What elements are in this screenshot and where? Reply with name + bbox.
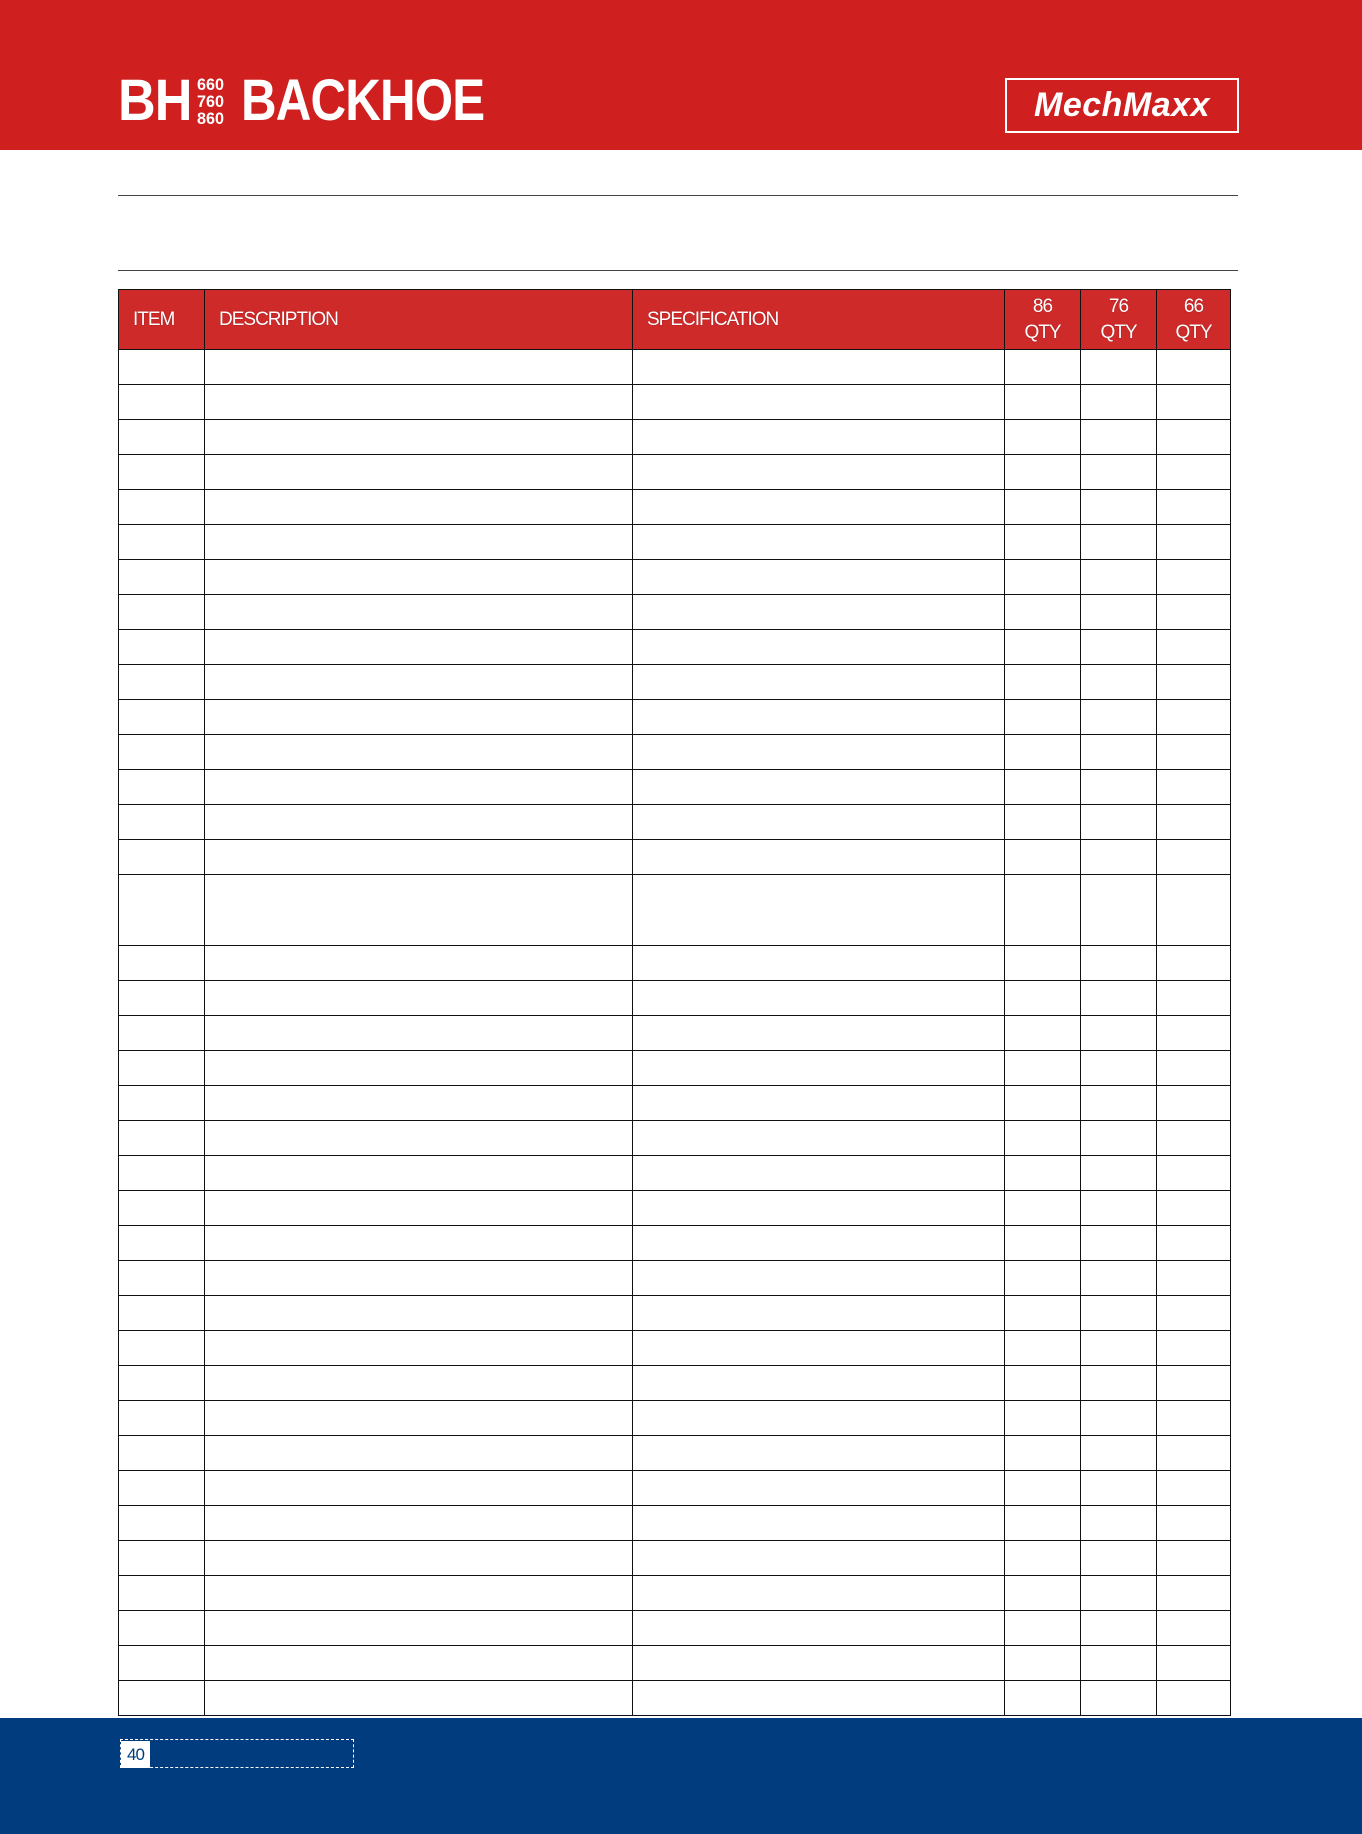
table-row [119,840,1231,875]
cell-specification [633,560,1005,595]
table-row [119,1156,1231,1191]
cell-qty-86 [1005,1121,1081,1156]
cell-qty-86 [1005,595,1081,630]
cell-specification [633,1436,1005,1471]
cell-specification [633,1296,1005,1331]
cell-qty-86 [1005,1226,1081,1261]
model-number: 860 [196,108,224,128]
divider-top [118,195,1238,196]
cell-item [119,700,205,735]
cell-qty-76 [1081,385,1157,420]
cell-specification [633,1541,1005,1576]
table-row [119,1261,1231,1296]
cell-specification [633,770,1005,805]
cell-qty-76 [1081,1506,1157,1541]
cell-qty-86 [1005,1051,1081,1086]
cell-qty-66 [1157,1366,1231,1401]
table-row [119,1121,1231,1156]
cell-qty-76 [1081,420,1157,455]
cell-qty-76 [1081,805,1157,840]
cell-item [119,1611,205,1646]
cell-qty-86 [1005,700,1081,735]
col-header-description: DESCRIPTION [205,290,633,350]
cell-item [119,1436,205,1471]
cell-description [205,1366,633,1401]
cell-qty-86 [1005,1541,1081,1576]
table-row [119,525,1231,560]
table-row [119,770,1231,805]
cell-qty-76 [1081,1226,1157,1261]
col-header-qty-66 [1157,290,1231,350]
cell-description [205,350,633,385]
cell-qty-86 [1005,1611,1081,1646]
cell-item [119,1401,205,1436]
brand-prefix: BH [118,68,192,133]
cell-specification [633,981,1005,1016]
table-row [119,385,1231,420]
cell-description [205,770,633,805]
cell-description [205,1016,633,1051]
cell-specification [633,1051,1005,1086]
cell-item [119,1226,205,1261]
cell-qty-76 [1081,1121,1157,1156]
cell-qty-66 [1157,630,1231,665]
qty-model-66: 66 [1183,295,1204,317]
cell-specification [633,1366,1005,1401]
divider-bottom [118,270,1238,271]
cell-description [205,1611,633,1646]
cell-qty-66 [1157,350,1231,385]
cell-qty-86 [1005,1191,1081,1226]
cell-description [205,665,633,700]
cell-qty-76 [1081,1611,1157,1646]
table-row [119,875,1231,946]
cell-specification [633,455,1005,490]
cell-description [205,875,633,946]
cell-qty-66 [1157,770,1231,805]
cell-description [205,1401,633,1436]
table-row [119,735,1231,770]
cell-specification [633,1611,1005,1646]
cell-qty-76 [1081,735,1157,770]
cell-description [205,1226,633,1261]
cell-description [205,385,633,420]
cell-qty-66 [1157,805,1231,840]
qty-label: QTY [1175,321,1212,343]
cell-item [119,1016,205,1051]
table-row [119,455,1231,490]
qty-model-86: 86 [1032,295,1053,317]
cell-specification [633,1016,1005,1051]
cell-qty-76 [1081,525,1157,560]
cell-specification [633,350,1005,385]
cell-item [119,420,205,455]
cell-item [119,1681,205,1716]
cell-qty-76 [1081,1471,1157,1506]
page-footer [0,1718,1362,1834]
cell-description [205,525,633,560]
cell-item [119,875,205,946]
table-row [119,1366,1231,1401]
cell-qty-66 [1157,1681,1231,1716]
cell-qty-76 [1081,700,1157,735]
cell-description [205,630,633,665]
cell-description [205,1051,633,1086]
cell-specification [633,1471,1005,1506]
cell-item [119,1541,205,1576]
cell-description [205,1296,633,1331]
cell-qty-66 [1157,595,1231,630]
cell-description [205,735,633,770]
cell-description [205,840,633,875]
table-row [119,1541,1231,1576]
col-header-qty-86 [1005,290,1081,350]
cell-qty-66 [1157,1436,1231,1471]
cell-qty-66 [1157,1576,1231,1611]
cell-item [119,1576,205,1611]
table-row [119,1331,1231,1366]
cell-description [205,490,633,525]
cell-qty-76 [1081,455,1157,490]
cell-qty-66 [1157,700,1231,735]
qty-label: QTY [1100,321,1137,343]
cell-qty-86 [1005,1086,1081,1121]
cell-qty-66 [1157,1296,1231,1331]
cell-description [205,1576,633,1611]
page-number-box [120,1739,354,1768]
cell-qty-86 [1005,1576,1081,1611]
cell-specification [633,1226,1005,1261]
cell-item [119,1051,205,1086]
cell-qty-66 [1157,875,1231,946]
cell-description [205,1471,633,1506]
cell-qty-86 [1005,1401,1081,1436]
cell-qty-86 [1005,1506,1081,1541]
cell-item [119,1366,205,1401]
cell-description [205,595,633,630]
cell-qty-66 [1157,946,1231,981]
cell-item [119,490,205,525]
cell-qty-66 [1157,1051,1231,1086]
cell-qty-86 [1005,1261,1081,1296]
col-header-specification: SPECIFICATION [633,290,1005,350]
table-row [119,1401,1231,1436]
col-header-item: ITEM [119,290,205,350]
parts-table-body [119,350,1231,1716]
cell-qty-76 [1081,1016,1157,1051]
cell-specification [633,1331,1005,1366]
cell-description [205,1646,633,1681]
product-title: BACKHOE [241,68,485,133]
cell-specification [633,1086,1005,1121]
cell-qty-66 [1157,1541,1231,1576]
cell-item [119,1191,205,1226]
cell-qty-66 [1157,1226,1231,1261]
model-numbers [197,76,224,127]
cell-qty-66 [1157,665,1231,700]
cell-item [119,840,205,875]
cell-qty-86 [1005,1331,1081,1366]
cell-specification [633,1401,1005,1436]
cell-item [119,805,205,840]
cell-qty-76 [1081,595,1157,630]
table-row [119,946,1231,981]
table-row [119,560,1231,595]
cell-item [119,560,205,595]
cell-item [119,1156,205,1191]
cell-qty-76 [1081,350,1157,385]
cell-qty-86 [1005,350,1081,385]
cell-specification [633,1576,1005,1611]
cell-qty-66 [1157,1646,1231,1681]
product-brand [118,68,527,133]
table-row [119,805,1231,840]
cell-qty-66 [1157,1086,1231,1121]
cell-specification [633,840,1005,875]
cell-qty-66 [1157,1471,1231,1506]
table-row [119,1296,1231,1331]
table-row [119,630,1231,665]
cell-qty-86 [1005,735,1081,770]
cell-qty-86 [1005,875,1081,946]
cell-description [205,560,633,595]
cell-description [205,1191,633,1226]
cell-qty-76 [1081,1366,1157,1401]
cell-specification [633,385,1005,420]
cell-description [205,1261,633,1296]
cell-qty-86 [1005,665,1081,700]
table-row [119,1611,1231,1646]
cell-description [205,1086,633,1121]
cell-qty-86 [1005,1016,1081,1051]
cell-item [119,455,205,490]
model-number: 660 [196,74,224,94]
cell-qty-86 [1005,385,1081,420]
model-number: 760 [196,91,224,111]
cell-specification [633,1681,1005,1716]
col-header-qty-76 [1081,290,1157,350]
cell-qty-66 [1157,455,1231,490]
cell-qty-86 [1005,1366,1081,1401]
cell-qty-86 [1005,455,1081,490]
table-row [119,350,1231,385]
cell-qty-66 [1157,1156,1231,1191]
cell-specification [633,700,1005,735]
cell-qty-86 [1005,981,1081,1016]
cell-qty-86 [1005,770,1081,805]
cell-item [119,665,205,700]
cell-qty-86 [1005,525,1081,560]
table-row [119,1471,1231,1506]
cell-qty-66 [1157,1261,1231,1296]
cell-item [119,770,205,805]
cell-specification [633,630,1005,665]
cell-qty-76 [1081,770,1157,805]
cell-qty-66 [1157,1506,1231,1541]
cell-qty-76 [1081,1541,1157,1576]
page-number: 40 [121,1741,150,1768]
cell-item [119,946,205,981]
table-row [119,490,1231,525]
cell-description [205,420,633,455]
cell-description [205,1436,633,1471]
cell-qty-66 [1157,840,1231,875]
cell-description [205,1681,633,1716]
cell-qty-86 [1005,630,1081,665]
table-row [119,1226,1231,1261]
cell-item [119,595,205,630]
cell-specification [633,1191,1005,1226]
cell-specification [633,490,1005,525]
cell-item [119,1261,205,1296]
cell-qty-86 [1005,805,1081,840]
parts-table [118,289,1231,1716]
cell-specification [633,946,1005,981]
cell-specification [633,1121,1005,1156]
cell-qty-66 [1157,1611,1231,1646]
cell-description [205,981,633,1016]
cell-specification [633,595,1005,630]
cell-item [119,350,205,385]
cell-qty-86 [1005,840,1081,875]
cell-specification [633,735,1005,770]
cell-specification [633,1261,1005,1296]
cell-item [119,525,205,560]
table-header-row [119,290,1231,350]
cell-qty-86 [1005,420,1081,455]
cell-qty-86 [1005,1681,1081,1716]
cell-description [205,946,633,981]
cell-item [119,630,205,665]
cell-qty-76 [1081,490,1157,525]
cell-qty-76 [1081,946,1157,981]
cell-qty-76 [1081,1261,1157,1296]
cell-item [119,735,205,770]
cell-item [119,1506,205,1541]
table-row [119,981,1231,1016]
qty-model-76: 76 [1108,295,1129,317]
cell-description [205,1506,633,1541]
table-row [119,420,1231,455]
cell-qty-86 [1005,1296,1081,1331]
table-row [119,1506,1231,1541]
cell-qty-66 [1157,490,1231,525]
cell-qty-66 [1157,1401,1231,1436]
cell-qty-86 [1005,560,1081,595]
cell-item [119,1086,205,1121]
cell-qty-76 [1081,840,1157,875]
table-row [119,1681,1231,1716]
cell-item [119,981,205,1016]
cell-qty-66 [1157,981,1231,1016]
cell-qty-66 [1157,525,1231,560]
mechmaxx-logo: MechMaxx [1005,78,1239,133]
cell-qty-86 [1005,1471,1081,1506]
cell-qty-86 [1005,946,1081,981]
cell-qty-66 [1157,735,1231,770]
cell-qty-86 [1005,490,1081,525]
cell-specification [633,805,1005,840]
cell-item [119,385,205,420]
table-row [119,700,1231,735]
cell-description [205,1541,633,1576]
cell-qty-76 [1081,1646,1157,1681]
cell-item [119,1331,205,1366]
cell-qty-66 [1157,385,1231,420]
cell-qty-76 [1081,981,1157,1016]
cell-qty-76 [1081,875,1157,946]
cell-qty-76 [1081,1576,1157,1611]
cell-qty-66 [1157,1016,1231,1051]
table-row [119,665,1231,700]
table-row [119,595,1231,630]
cell-qty-76 [1081,560,1157,595]
qty-label: QTY [1024,321,1061,343]
table-row [119,1436,1231,1471]
table-row [119,1051,1231,1086]
cell-qty-76 [1081,1086,1157,1121]
cell-qty-66 [1157,1331,1231,1366]
cell-qty-66 [1157,420,1231,455]
cell-description [205,455,633,490]
cell-item [119,1471,205,1506]
cell-description [205,1331,633,1366]
cell-specification [633,525,1005,560]
cell-description [205,1121,633,1156]
table-row [119,1576,1231,1611]
cell-qty-76 [1081,1681,1157,1716]
table-row [119,1191,1231,1226]
cell-specification [633,1506,1005,1541]
cell-specification [633,1156,1005,1191]
cell-specification [633,875,1005,946]
cell-qty-76 [1081,1296,1157,1331]
cell-qty-66 [1157,1121,1231,1156]
cell-qty-76 [1081,1156,1157,1191]
cell-qty-66 [1157,1191,1231,1226]
cell-qty-76 [1081,1436,1157,1471]
table-row [119,1646,1231,1681]
cell-description [205,1156,633,1191]
cell-description [205,700,633,735]
cell-description [205,805,633,840]
cell-qty-76 [1081,1191,1157,1226]
cell-item [119,1646,205,1681]
cell-qty-86 [1005,1646,1081,1681]
cell-qty-86 [1005,1436,1081,1471]
cell-qty-76 [1081,1051,1157,1086]
table-row [119,1086,1231,1121]
cell-qty-76 [1081,630,1157,665]
page-header [0,0,1362,150]
cell-specification [633,420,1005,455]
cell-item [119,1296,205,1331]
table-row [119,1016,1231,1051]
cell-qty-76 [1081,1401,1157,1436]
cell-qty-76 [1081,665,1157,700]
cell-specification [633,665,1005,700]
cell-item [119,1121,205,1156]
cell-qty-86 [1005,1156,1081,1191]
cell-qty-66 [1157,560,1231,595]
cell-qty-76 [1081,1331,1157,1366]
cell-specification [633,1646,1005,1681]
